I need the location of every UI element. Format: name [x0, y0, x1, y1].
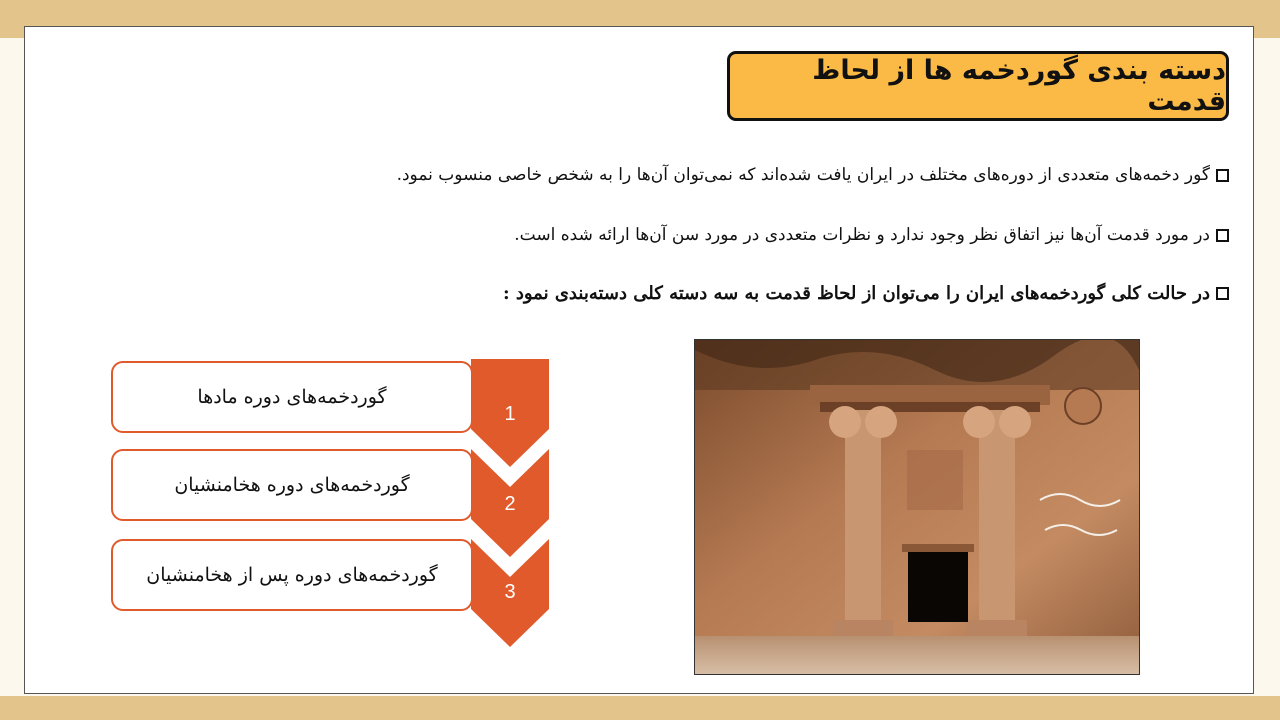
bullet-3 [503, 283, 1229, 304]
checkbox-bullet-icon [1216, 287, 1229, 300]
category-number-2: 2 [504, 493, 516, 515]
bullet-3-text: در حالت کلی گوردخمه‌های ایران را می‌توان از لحاظ قدمت به سه دسته کلی دسته‌بندی نمود : [502, 283, 1210, 304]
category-number-3: 3 [504, 581, 516, 603]
category-item-3 [111, 539, 473, 611]
bullet-2 [514, 225, 1229, 245]
bullet-1-text: گور دخمه‌های متعددی از دوره‌های مختلف در ایران یافت شده‌اند که نمی‌توان آن‌ها را به شخص خاصی منسوب نمود. [396, 165, 1210, 185]
rock-tomb-image [695, 340, 1140, 675]
checkbox-bullet-icon [1216, 229, 1229, 242]
bullet-1 [397, 165, 1229, 185]
rock-tomb-photo [694, 339, 1140, 675]
category-label-3: گوردخمه‌های دوره پس از هخامنشیان [146, 564, 438, 586]
checkbox-bullet-icon [1216, 169, 1229, 182]
bottom-band [0, 696, 1280, 720]
category-item-1 [111, 361, 473, 433]
category-list [111, 359, 551, 651]
bullet-2-text: در مورد قدمت آن‌ها نیز اتفاق نظر وجود ندارد و نظرات متعددی در مورد سن آن‌ها ارائه شده است. [514, 225, 1210, 245]
category-number-1: 1 [504, 403, 516, 425]
category-label-1: گوردخمه‌های دوره مادها [197, 386, 387, 408]
slide [24, 26, 1254, 694]
slide-title: دسته بندی گوردخمه ها از لحاظ قدمت [812, 55, 1226, 117]
title-box [727, 51, 1229, 121]
category-label-2: گوردخمه‌های دوره هخامنشیان [174, 474, 410, 496]
category-item-2 [111, 449, 473, 521]
